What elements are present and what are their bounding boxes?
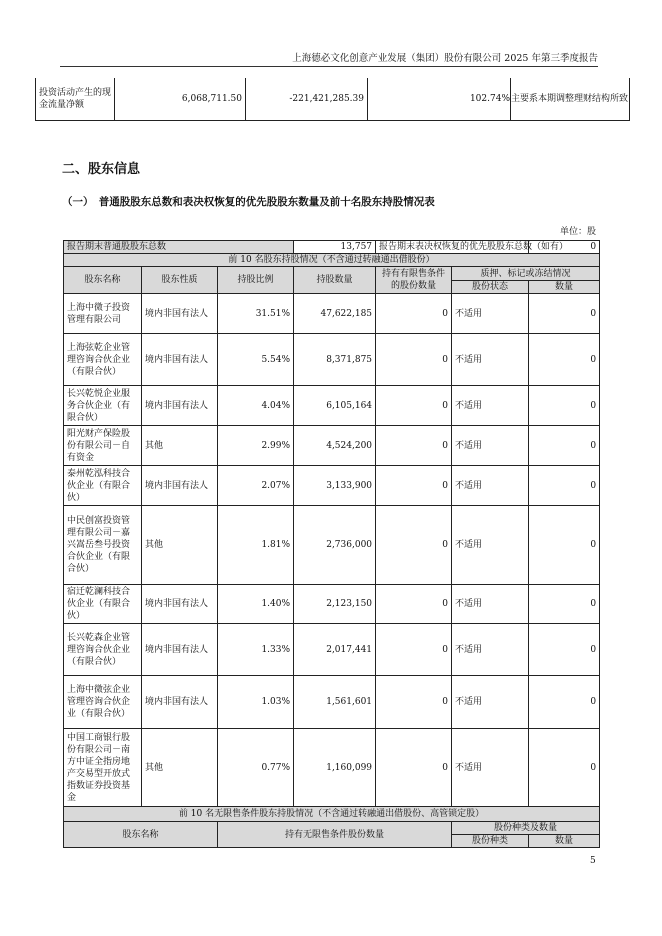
shareholder-nature: 境内非国有法人 bbox=[142, 624, 218, 676]
shareholder-name: 宿迁乾澜科技合伙企业（有限合伙） bbox=[64, 585, 142, 624]
unr-col-count: 数量 bbox=[529, 835, 600, 848]
shareholder-pledge-count: 0 bbox=[529, 676, 600, 729]
shareholder-name: 中民创富投资管理有限公司－嘉兴嵩岳叁号投资合伙企业（有限合伙） bbox=[64, 506, 142, 585]
shareholder-pledge-status: 不适用 bbox=[452, 294, 529, 334]
shareholder-name: 泰州乾泓科技合伙企业（有限合伙） bbox=[64, 466, 142, 506]
shareholder-pledge-status: 不适用 bbox=[452, 506, 529, 585]
shareholder-ratio: 31.51% bbox=[218, 294, 294, 334]
shareholder-name: 阳光财产保险股份有限公司－自有资金 bbox=[64, 426, 142, 466]
shareholder-pledge-count: 0 bbox=[529, 585, 600, 624]
shareholder-ratio: 2.99% bbox=[218, 426, 294, 466]
table-row bbox=[64, 334, 600, 386]
table-row bbox=[64, 624, 600, 676]
subsection-title: （一） 普通股股东总数和表决权恢复的优先股股东数量及前十名股东持股情况表 bbox=[62, 196, 435, 208]
shareholder-nature: 其他 bbox=[142, 506, 218, 585]
shareholder-name: 上海中微弦企业管理咨询合伙企业（有限合伙） bbox=[64, 676, 142, 729]
unr-col-type: 股份种类 bbox=[452, 835, 529, 848]
table-row bbox=[64, 729, 600, 807]
shareholder-pledge-count: 0 bbox=[529, 294, 600, 334]
cashflow-table bbox=[35, 78, 630, 121]
shareholder-nature: 境内非国有法人 bbox=[142, 676, 218, 729]
table-header-row bbox=[64, 822, 600, 835]
shareholder-nature: 境内非国有法人 bbox=[142, 334, 218, 386]
shareholder-nature: 其他 bbox=[142, 426, 218, 466]
shareholder-restricted: 0 bbox=[376, 294, 452, 334]
cashflow-change: 102.74% bbox=[368, 78, 511, 120]
shareholder-qty: 3,133,900 bbox=[294, 466, 376, 506]
col-nature: 股东性质 bbox=[142, 267, 218, 294]
shareholder-pledge-count: 0 bbox=[529, 426, 600, 466]
cashflow-previous: -221,421,285.39 bbox=[246, 78, 368, 120]
shareholder-qty: 2,736,000 bbox=[294, 506, 376, 585]
shareholder-restricted: 0 bbox=[376, 585, 452, 624]
table-row bbox=[64, 386, 600, 426]
shareholder-qty: 1,160,099 bbox=[294, 729, 376, 807]
table-row bbox=[64, 585, 600, 624]
shareholder-name: 上海中微子投资管理有限公司 bbox=[64, 294, 142, 334]
col-ratio: 持股比例 bbox=[218, 267, 294, 294]
table-row bbox=[64, 807, 600, 822]
shareholder-ratio: 1.40% bbox=[218, 585, 294, 624]
shareholder-restricted: 0 bbox=[376, 426, 452, 466]
page-number: 5 bbox=[590, 856, 596, 866]
col-name: 股东名称 bbox=[64, 267, 142, 294]
table-row bbox=[64, 254, 600, 267]
shareholder-nature: 其他 bbox=[142, 729, 218, 807]
shareholder-pledge-status: 不适用 bbox=[452, 676, 529, 729]
shareholder-pledge-count: 0 bbox=[529, 624, 600, 676]
shareholder-qty: 2,017,441 bbox=[294, 624, 376, 676]
col-restricted: 持有有限售条件的股份数量 bbox=[376, 267, 452, 294]
shareholder-name: 中国工商银行股份有限公司－南方中证全指房地产交易型开放式指数证券投资基金 bbox=[64, 729, 142, 807]
unr-col-group: 股份种类及数量 bbox=[452, 822, 600, 835]
shareholder-ratio: 1.03% bbox=[218, 676, 294, 729]
shareholder-pledge-status: 不适用 bbox=[452, 729, 529, 807]
shareholder-ratio: 1.33% bbox=[218, 624, 294, 676]
shareholder-pledge-status: 不适用 bbox=[452, 386, 529, 426]
cashflow-label: 投资活动产生的现金流量净额 bbox=[36, 78, 115, 120]
shareholder-pledge-status: 不适用 bbox=[452, 624, 529, 676]
shareholder-pledge-count: 0 bbox=[529, 466, 600, 506]
table-header-row bbox=[64, 267, 600, 281]
table-row bbox=[64, 294, 600, 334]
header-rule bbox=[60, 66, 598, 67]
shareholder-ratio: 2.07% bbox=[218, 466, 294, 506]
section-title: 二、股东信息 bbox=[62, 162, 141, 177]
unr-col-qty: 持有无限售条件股份数量 bbox=[218, 822, 452, 848]
shareholder-pledge-status: 不适用 bbox=[452, 334, 529, 386]
shareholder-ratio: 4.04% bbox=[218, 386, 294, 426]
pref-holders-value: 0 bbox=[529, 241, 600, 254]
col-status: 股份状态 bbox=[452, 281, 529, 294]
table-row bbox=[64, 506, 600, 585]
unr-col-name: 股东名称 bbox=[64, 822, 218, 848]
shareholder-pledge-count: 0 bbox=[529, 334, 600, 386]
col-count: 数量 bbox=[529, 281, 600, 294]
shareholder-pledge-count: 0 bbox=[529, 506, 600, 585]
shareholder-qty: 47,622,185 bbox=[294, 294, 376, 334]
shareholder-qty: 2,123,150 bbox=[294, 585, 376, 624]
shareholder-pledge-status: 不适用 bbox=[452, 426, 529, 466]
shareholder-pledge-count: 0 bbox=[529, 729, 600, 807]
shareholder-qty: 8,371,875 bbox=[294, 334, 376, 386]
shareholder-ratio: 0.77% bbox=[218, 729, 294, 807]
shareholder-nature: 境内非国有法人 bbox=[142, 386, 218, 426]
shareholder-name: 上海弦乾企业管理咨询合伙企业（有限合伙） bbox=[64, 334, 142, 386]
table-row bbox=[64, 241, 600, 254]
table-row bbox=[36, 78, 630, 120]
unit-label: 单位：股 bbox=[560, 227, 597, 237]
shareholder-ratio: 1.81% bbox=[218, 506, 294, 585]
shareholder-restricted: 0 bbox=[376, 466, 452, 506]
cashflow-reason: 主要系本期调整理财结构所致 bbox=[511, 78, 630, 120]
shareholder-pledge-status: 不适用 bbox=[452, 466, 529, 506]
unrestricted-title: 前 10 名无限售条件股东持股情况（不含通过转融通出借股份、高管锁定股） bbox=[64, 807, 600, 822]
shareholder-restricted: 0 bbox=[376, 676, 452, 729]
shareholder-restricted: 0 bbox=[376, 624, 452, 676]
shareholder-name: 长兴乾悦企业服务合伙企业（有限合伙） bbox=[64, 386, 142, 426]
shareholder-name: 长兴乾森企业管理咨询合伙企业（有限合伙） bbox=[64, 624, 142, 676]
shareholder-restricted: 0 bbox=[376, 506, 452, 585]
shareholder-restricted: 0 bbox=[376, 334, 452, 386]
pref-holders-label: 报告期末表决权恢复的优先股股东总数（如有） bbox=[376, 241, 529, 254]
shareholder-qty: 4,524,200 bbox=[294, 426, 376, 466]
shareholder-table bbox=[63, 240, 600, 848]
page-header: 上海德必文化创意产业发展（集团）股份有限公司 2025 年第三季度报告 bbox=[292, 53, 598, 64]
total-holders-value: 13,757 bbox=[294, 241, 376, 254]
shareholder-nature: 境内非国有法人 bbox=[142, 585, 218, 624]
col-pledge: 质押、标记或冻结情况 bbox=[452, 267, 600, 281]
shareholder-nature: 境内非国有法人 bbox=[142, 294, 218, 334]
shareholder-pledge-count: 0 bbox=[529, 386, 600, 426]
total-holders-label: 报告期末普通股股东总数 bbox=[64, 241, 294, 254]
shareholder-restricted: 0 bbox=[376, 386, 452, 426]
top10-title: 前 10 名股东持股情况（不含通过转融通出借股份） bbox=[64, 254, 600, 267]
shareholder-restricted: 0 bbox=[376, 729, 452, 807]
col-qty: 持股数量 bbox=[294, 267, 376, 294]
shareholder-qty: 1,561,601 bbox=[294, 676, 376, 729]
table-row bbox=[64, 426, 600, 466]
table-row bbox=[64, 466, 600, 506]
shareholder-ratio: 5.54% bbox=[218, 334, 294, 386]
shareholder-pledge-status: 不适用 bbox=[452, 585, 529, 624]
shareholder-nature: 境内非国有法人 bbox=[142, 466, 218, 506]
shareholder-qty: 6,105,164 bbox=[294, 386, 376, 426]
cashflow-current: 6,068,711.50 bbox=[115, 78, 246, 120]
table-row bbox=[64, 676, 600, 729]
